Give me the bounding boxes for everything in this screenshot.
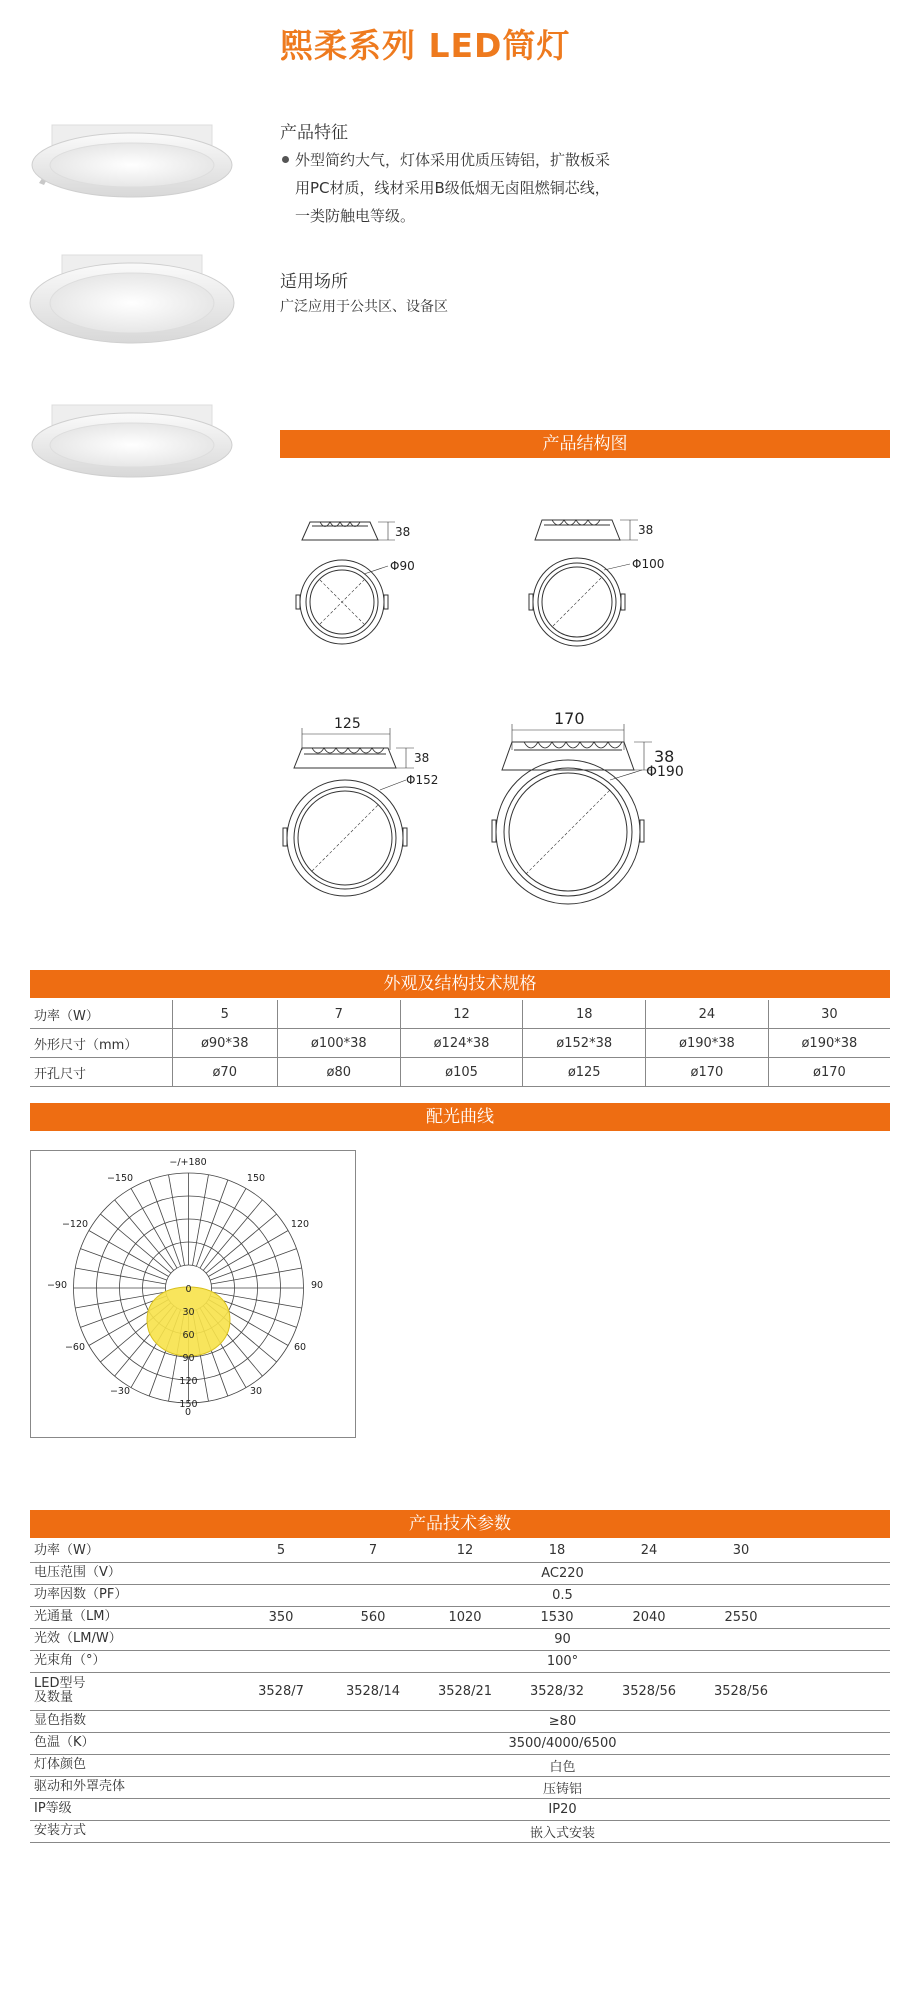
tech-merged-cell: 0.5 bbox=[235, 1584, 890, 1606]
spec-cell: ø152*38 bbox=[523, 1029, 646, 1058]
spec-table-row bbox=[30, 1000, 890, 1029]
features-heading: 产品特征 bbox=[280, 123, 348, 143]
spec-cell: ø170 bbox=[768, 1058, 890, 1087]
polar-radial-label: 0 bbox=[185, 1284, 192, 1295]
spec-cell: ø124*38 bbox=[400, 1029, 523, 1058]
tech-merged-cell: 嵌入式安装 bbox=[235, 1820, 890, 1842]
downlight-photo-1 bbox=[32, 125, 232, 197]
angle-label-n150: −150 bbox=[106, 1173, 134, 1184]
angle-label-n120: −120 bbox=[61, 1219, 89, 1230]
dim-b-dia: Φ100 bbox=[632, 557, 665, 571]
spec-cell: 7 bbox=[277, 1000, 400, 1029]
tech-cell: 7 bbox=[327, 1540, 419, 1562]
tech-merged-cell: 压铸铝 bbox=[235, 1776, 890, 1798]
tech-cell: 1530 bbox=[511, 1606, 603, 1628]
tech-cell: 12 bbox=[419, 1540, 511, 1562]
spec-cell: ø125 bbox=[523, 1058, 646, 1087]
tech-merged-cell: 90 bbox=[235, 1628, 890, 1650]
dim-d-width: 170 bbox=[554, 709, 585, 728]
tech-cell: 3528/7 bbox=[235, 1672, 327, 1710]
tech-cell: 3528/14 bbox=[327, 1672, 419, 1710]
spec-cell: ø100*38 bbox=[277, 1029, 400, 1058]
tech-cell: 3528/56 bbox=[695, 1672, 787, 1710]
spec-cell: ø190*38 bbox=[646, 1029, 769, 1058]
polar-diagram bbox=[30, 1150, 356, 1438]
tech-cell: 5 bbox=[235, 1540, 327, 1562]
tech-params-row bbox=[30, 1776, 890, 1798]
tech-row-label: 显色指数 bbox=[30, 1710, 235, 1732]
drawing-d bbox=[492, 724, 652, 904]
usage-heading: 适用场所 bbox=[280, 272, 348, 292]
drawing-b bbox=[529, 520, 638, 646]
spec-cell: ø80 bbox=[277, 1058, 400, 1087]
tech-cell: 3528/56 bbox=[603, 1672, 695, 1710]
tech-params-row bbox=[30, 1628, 890, 1650]
tech-cell: 2040 bbox=[603, 1606, 695, 1628]
tech-row-label: 色温（K） bbox=[30, 1732, 235, 1754]
page-title: 熙柔系列 LED筒灯 bbox=[280, 26, 571, 65]
features-line-1: 外型简约大气，灯体采用优质压铸铝，扩散板采 bbox=[295, 151, 611, 169]
spec-table-row bbox=[30, 1058, 890, 1087]
features-line-2: 用PC材质，线材采用B级低烟无卤阻燃铜芯线， bbox=[295, 179, 610, 197]
tech-cell: 3528/21 bbox=[419, 1672, 511, 1710]
drawing-c bbox=[283, 728, 414, 896]
spec-row-label: 外形尺寸（mm） bbox=[30, 1029, 172, 1058]
dim-c-height: 38 bbox=[414, 751, 430, 765]
tech-cell: 24 bbox=[603, 1540, 695, 1562]
tech-merged-cell: AC220 bbox=[235, 1562, 890, 1584]
downlight-photo-3 bbox=[32, 405, 232, 477]
dim-a-dia: Φ90 bbox=[390, 559, 415, 573]
spec-cell: ø70 bbox=[172, 1058, 277, 1087]
spec-cell: 5 bbox=[172, 1000, 277, 1029]
angle-label-p60: 60 bbox=[293, 1342, 307, 1353]
tech-params-heading: 产品技术参数 bbox=[30, 1510, 890, 1538]
polar-radial-label: 150 bbox=[179, 1399, 198, 1410]
tech-params-row bbox=[30, 1710, 890, 1732]
spec-cell: 24 bbox=[646, 1000, 769, 1029]
structure-heading: 产品结构图 bbox=[280, 430, 890, 458]
polar-radial-label: 30 bbox=[182, 1307, 195, 1318]
polar-radial-label: 90 bbox=[182, 1353, 195, 1364]
tech-row-label: 灯体颜色 bbox=[30, 1754, 235, 1776]
spec-cell: ø190*38 bbox=[768, 1029, 890, 1058]
tech-row-label: 光效（LM/W） bbox=[30, 1628, 235, 1650]
angle-label-n60: −60 bbox=[64, 1342, 86, 1353]
spec-table bbox=[30, 1000, 890, 1087]
tech-params-row bbox=[30, 1754, 890, 1776]
dim-d-height: 38 bbox=[654, 747, 675, 766]
spec-cell: ø170 bbox=[646, 1058, 769, 1087]
tech-merged-cell: 100° bbox=[235, 1650, 890, 1672]
light-curve-heading: 配光曲线 bbox=[30, 1103, 890, 1131]
drawing-a bbox=[296, 522, 395, 644]
tech-row-label: IP等级 bbox=[30, 1798, 235, 1820]
spec-cell: ø105 bbox=[400, 1058, 523, 1087]
angle-label-n30: −30 bbox=[109, 1386, 131, 1397]
downlight-photo-2 bbox=[30, 255, 234, 343]
dim-b-height: 38 bbox=[638, 523, 654, 537]
angle-label-bottom: 0 bbox=[184, 1407, 192, 1418]
tech-params-row bbox=[30, 1606, 890, 1628]
tech-cell: 350 bbox=[235, 1606, 327, 1628]
dim-c-width: 125 bbox=[334, 716, 361, 732]
tech-merged-cell: ≥80 bbox=[235, 1710, 890, 1732]
angle-label-p90: 90 bbox=[310, 1280, 324, 1291]
tech-row-label: 功率因数（PF） bbox=[30, 1584, 235, 1606]
tech-params-row bbox=[30, 1672, 890, 1710]
tech-merged-cell: 白色 bbox=[235, 1754, 890, 1776]
tech-params-row bbox=[30, 1650, 890, 1672]
tech-row-label: 光束角（°） bbox=[30, 1650, 235, 1672]
tech-params-row bbox=[30, 1820, 890, 1842]
tech-params-row bbox=[30, 1562, 890, 1584]
bullet-icon bbox=[282, 156, 289, 163]
dim-d-dia: Φ190 bbox=[646, 764, 684, 780]
tech-cell: 1020 bbox=[419, 1606, 511, 1628]
angle-label-p30: 30 bbox=[249, 1386, 263, 1397]
spec-row-label: 功率（W） bbox=[30, 1000, 172, 1029]
angle-label-top: −/+180 bbox=[169, 1157, 207, 1168]
spec-cell: 18 bbox=[523, 1000, 646, 1029]
usage-text: 广泛应用于公共区、设备区 bbox=[280, 299, 448, 315]
spec-table-row bbox=[30, 1029, 890, 1058]
angle-label-p150: 150 bbox=[246, 1173, 266, 1184]
polar-radial-label: 60 bbox=[182, 1330, 195, 1341]
features-line-3: 一类防触电等级。 bbox=[295, 207, 416, 225]
tech-cell: 560 bbox=[327, 1606, 419, 1628]
tech-params-table bbox=[30, 1540, 890, 1843]
tech-params-row bbox=[30, 1540, 890, 1562]
dim-a-height: 38 bbox=[395, 525, 411, 539]
angle-label-p120: 120 bbox=[290, 1219, 310, 1230]
structure-drawings bbox=[280, 470, 890, 910]
spec-table-heading: 外观及结构技术规格 bbox=[30, 970, 890, 998]
dim-c-dia: Φ152 bbox=[406, 773, 439, 787]
tech-merged-cell: IP20 bbox=[235, 1798, 890, 1820]
tech-merged-cell: 3500/4000/6500 bbox=[235, 1732, 890, 1754]
spec-row-label: 开孔尺寸 bbox=[30, 1058, 172, 1087]
tech-params-row bbox=[30, 1798, 890, 1820]
tech-cell: 18 bbox=[511, 1540, 603, 1562]
tech-row-label: LED型号 及数量 bbox=[30, 1672, 235, 1710]
tech-params-row bbox=[30, 1584, 890, 1606]
spec-cell: ø90*38 bbox=[172, 1029, 277, 1058]
tech-params-row bbox=[30, 1732, 890, 1754]
tech-pad-cell bbox=[787, 1672, 890, 1710]
spec-cell: 12 bbox=[400, 1000, 523, 1029]
angle-label-n90: −90 bbox=[46, 1280, 68, 1291]
tech-cell: 30 bbox=[695, 1540, 787, 1562]
polar-radial-label: 120 bbox=[179, 1376, 198, 1387]
tech-pad-cell bbox=[787, 1540, 890, 1562]
product-photos bbox=[14, 105, 244, 485]
tech-row-label: 光通量（LM） bbox=[30, 1606, 235, 1628]
beam-distribution bbox=[147, 1287, 230, 1356]
tech-row-label: 电压范围（V） bbox=[30, 1562, 235, 1584]
tech-pad-cell bbox=[787, 1606, 890, 1628]
tech-cell: 3528/32 bbox=[511, 1672, 603, 1710]
tech-row-label: 安装方式 bbox=[30, 1820, 235, 1842]
tech-row-label: 功率（W） bbox=[30, 1540, 235, 1562]
tech-row-label: 驱动和外罩壳体 bbox=[30, 1776, 235, 1798]
tech-cell: 2550 bbox=[695, 1606, 787, 1628]
spec-cell: 30 bbox=[768, 1000, 890, 1029]
